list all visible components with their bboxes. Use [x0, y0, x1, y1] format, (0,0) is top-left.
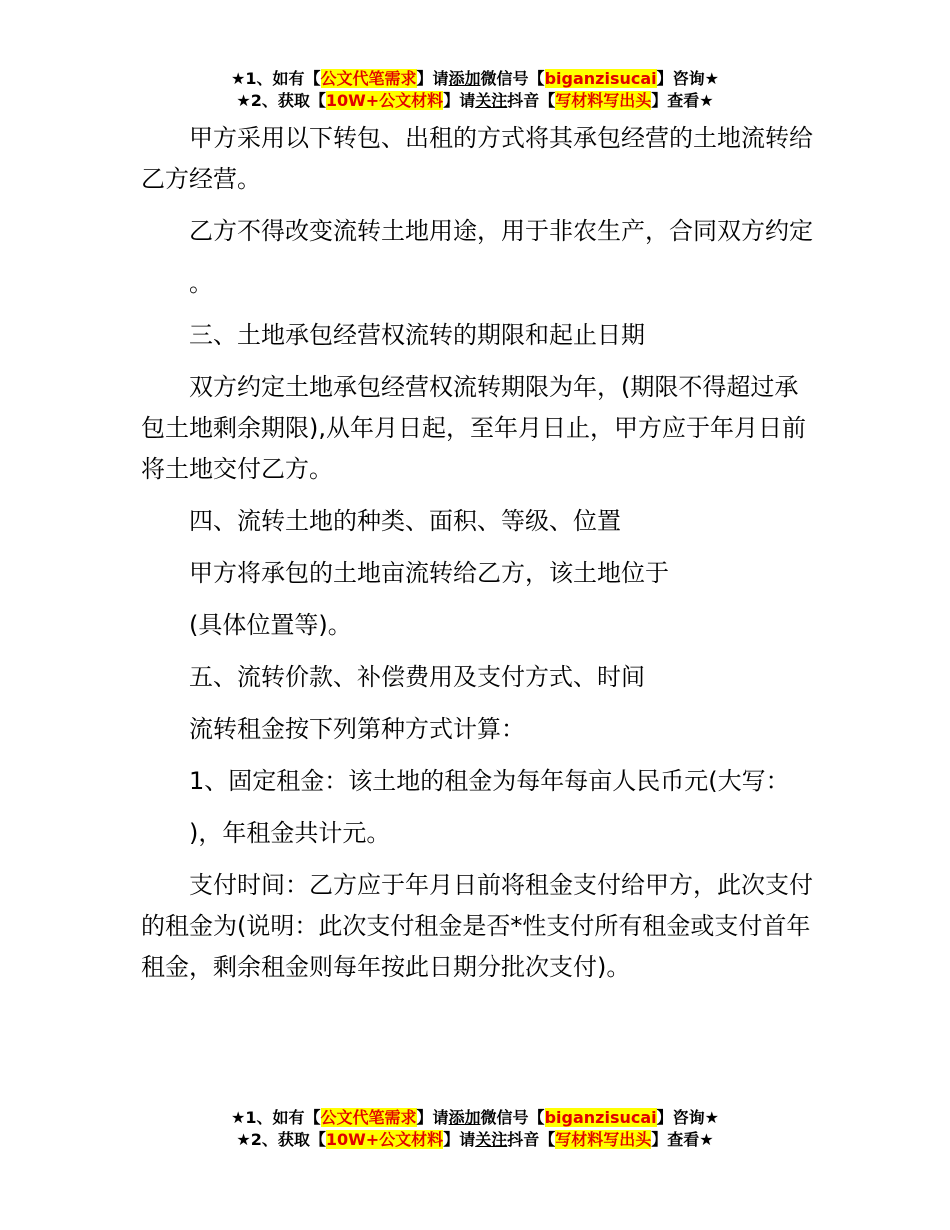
document-body: [141, 118, 813, 999]
header-banner: [0, 68, 950, 112]
highlight-text: 公文代笔需求: [320, 69, 417, 88]
footer-line-1: ★1、如有【公文代笔需求】请添加微信号【biganzisucai】咨询★: [231, 1108, 719, 1127]
section-heading: 五、流转价款、补偿费用及支付方式、时间: [189, 663, 645, 691]
paragraph: )，年租金共计元。: [189, 819, 391, 847]
paragraph: 流转租金按下列第种方式计算：: [189, 715, 525, 743]
footer-line-2: ★2、获取【10W+公文材料】请关注抖音【写材料写出头】查看★: [236, 1130, 714, 1149]
paragraph: 支付时间：乙方应于年月日前将租金支付给甲方，此次支付的租金为(说明：此次支付租金是否*性支付所有租金或支付首年租金，剩余租金则每年按此日期分批次支付)。: [141, 871, 813, 981]
paragraph: 1、固定租金：该土地的租金为每年每亩人民币元(大写：: [189, 767, 790, 795]
header-line-1: ★1、如有【公文代笔需求】请添加微信号【biganzisucai】咨询★: [231, 69, 719, 88]
paragraph: 甲方将承包的土地亩流转给乙方，该土地位于: [189, 559, 669, 587]
footer-banner: [0, 1107, 950, 1151]
header-line-2: ★2、获取【10W+公文材料】请关注抖音【写材料写出头】查看★: [236, 91, 714, 110]
highlight-text: biganzisucai: [544, 69, 657, 88]
paragraph: 双方约定土地承包经营权流转期限为年，(期限不得超过承包土地剩余期限),从年月日起，至年月日止，甲方应于年月日前将土地交付乙方。: [141, 373, 806, 483]
paragraph: 乙方不得改变流转土地用途，用于非农生产，合同双方约定: [189, 217, 813, 245]
paragraph: 甲方采用以下转包、出租的方式将其承包经营的土地流转给乙方经营。: [141, 124, 813, 193]
highlight-text: biganzisucai: [544, 1108, 657, 1127]
section-heading: 四、流转土地的种类、面积、等级、位置: [189, 507, 621, 535]
highlight-text: 写材料写出头: [555, 91, 652, 110]
highlight-text: 10W+公文材料: [325, 91, 444, 110]
section-heading: 三、土地承包经营权流转的期限和起止日期: [189, 321, 645, 349]
paragraph: 。: [189, 269, 213, 297]
highlight-text: 写材料写出头: [555, 1130, 652, 1149]
highlight-text: 10W+公文材料: [325, 1130, 444, 1149]
highlight-text: 公文代笔需求: [320, 1108, 417, 1127]
paragraph: (具体位置等)。: [189, 611, 352, 639]
